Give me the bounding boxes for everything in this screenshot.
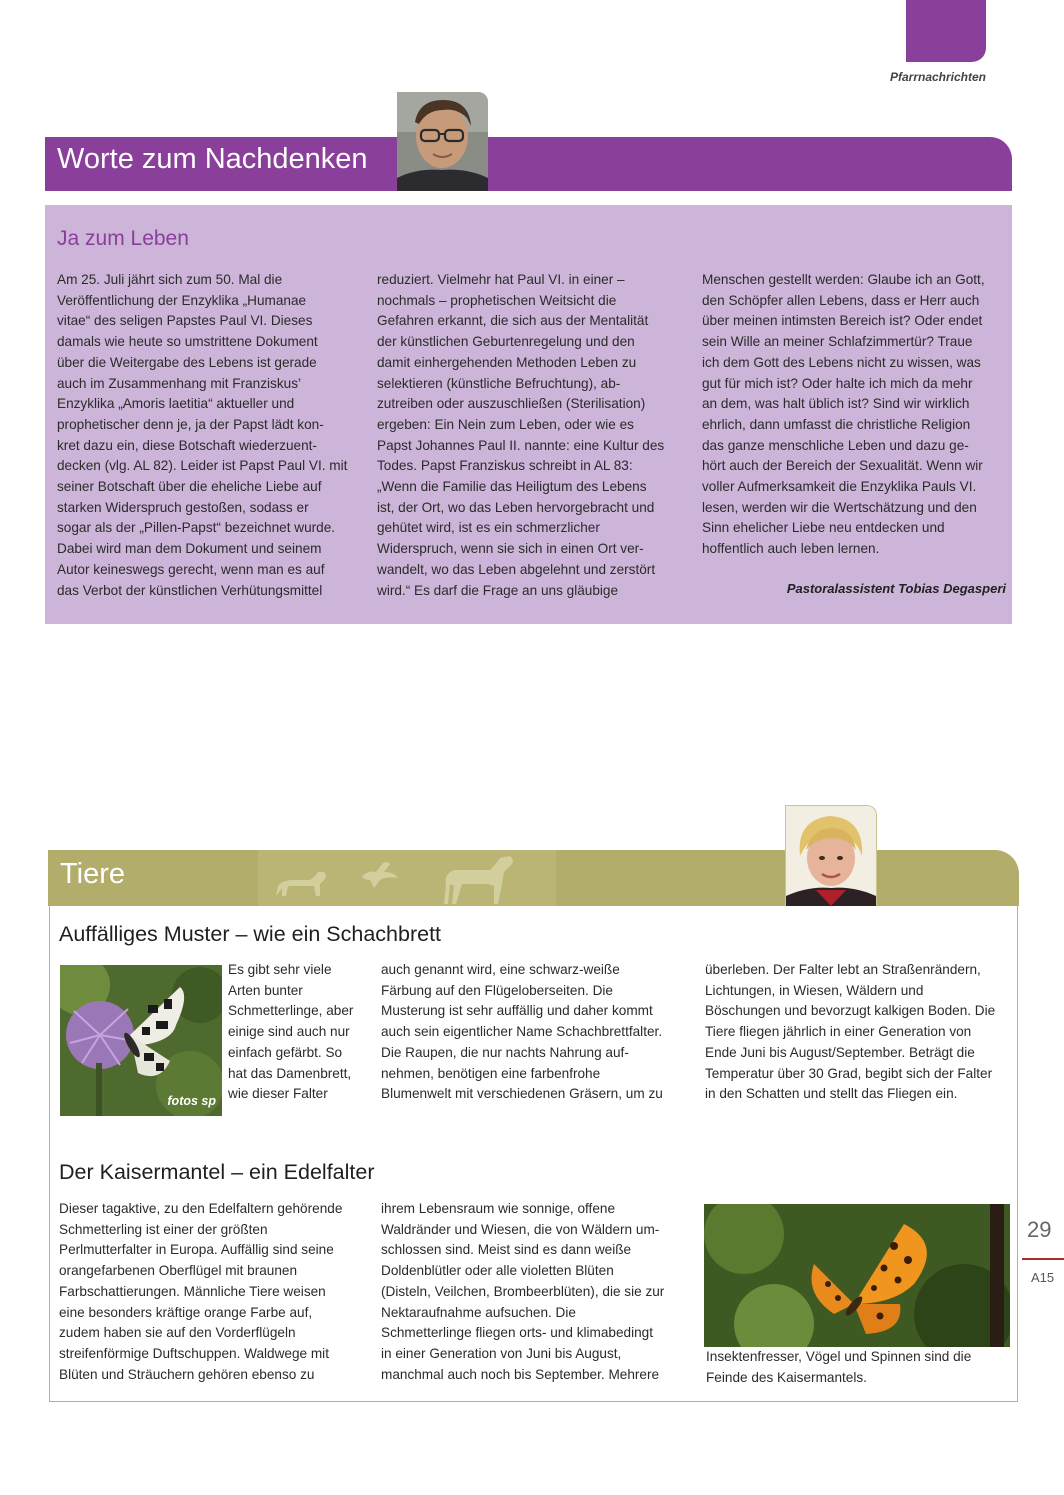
worte-subtitle: Ja zum Leben [57, 227, 189, 250]
text-line: auch im Zusammenhang mit Franziskus’ [57, 375, 302, 391]
text-line: über die Weitergabe des Lebens ist gerade [57, 354, 317, 370]
issue-code: A15 [1031, 1270, 1055, 1285]
text-line: Todes. Papst Franziskus schreibt in AL 83: [377, 458, 633, 474]
text-line: Lichtungen, in Wiesen, Wäldern und [705, 982, 924, 998]
text-line: Papst Johannes Paul II. nannte: eine Kultur des [377, 437, 665, 453]
text-line: Perlmutterfalter in Europa. Auffällig sind seine [59, 1242, 334, 1258]
photo-credit: fotos sp [167, 1094, 216, 1108]
text-line: Schmetterling ist einer der größten [59, 1221, 268, 1237]
text-line: Doldenblütler oder alle violetten Blüten [381, 1263, 614, 1279]
text-line: ihrem Lebensraum wie sonnige, offene [381, 1201, 616, 1216]
text-line: orangefarbenen Oberflügel mit braunen [59, 1263, 298, 1279]
text-line: in einer Generation von Juni bis August, [381, 1345, 622, 1361]
text-line: lesen, werden wir die Wertschätzung und den [702, 499, 977, 515]
text-line: gut für mich ist? Oder halte ich mich da mehr [702, 375, 973, 391]
text-line: auch genannt wird, eine schwarz-weiße [381, 962, 620, 977]
bird-silhouette-icon [362, 862, 398, 888]
text-line: selektieren (künstliche Befruchtung), ab- [377, 375, 621, 391]
text-line: Widerspruch, wenn sie sich in einen Ort ver- [377, 541, 644, 557]
text-line: sein Wille an meiner Schlafzimmertür? Traue [702, 334, 973, 350]
text-line: zutreiben oder auszuschließen (Sterilisation) [377, 396, 646, 412]
text-line: Waldränder und Wiesen, die von Wäldern um- [381, 1221, 660, 1237]
article1-column-2 [381, 960, 691, 1105]
text-line: Färbung auf den Flügeloberseiten. Die [381, 982, 613, 998]
text-line: nehmen, benötigen eine farbenfrohe [381, 1065, 601, 1081]
text-line: reduziert. Vielmehr hat Paul VI. in einer – [377, 272, 625, 287]
text-line: wird.“ Es darf die Frage an uns gläubige [377, 582, 619, 598]
text-line: überleben. Der Falter lebt an Straßenrändern, [705, 962, 981, 977]
text-line: Ende Juni bis August/September. Beträgt die [705, 1044, 975, 1060]
text-line: voller Aufmerksamkeit die Enzyklika Pauls VI. [702, 479, 977, 495]
text-line: vitae“ des seligen Papstes Paul VI. Dieses [57, 313, 313, 329]
text-line: manchmal auch noch bis September. Mehrere [381, 1366, 660, 1382]
text-line: hört auch der Bereich der Sexualität. Wenn wir [702, 458, 983, 474]
text-line: Veröffentlichung der Enzyklika „Humanae [57, 292, 307, 308]
text-line: damit einhergehenden Methoden Leben zu [377, 354, 637, 370]
text-line: decken (vlg. AL 82). Leider ist Papst Paul VI. mit [57, 458, 348, 474]
text-line: über meinen intimsten Bereich ist? Oder endet [702, 313, 983, 329]
photo-caption [706, 1347, 1006, 1388]
text-line: Menschen gestellt werden: Glaube ich an Gott, [702, 272, 985, 287]
text-line: einige sind auch nur [228, 1024, 350, 1040]
text-line: wie dieser Falter [228, 1086, 328, 1102]
text-line: ergeben: Ein Nein zum Leben, oder wie es [377, 416, 634, 432]
text-line: eine besonders kräftige orange Farbe auf, [59, 1304, 313, 1320]
text-line: „Wenn die Familie das Heiligtum des Lebens [377, 479, 647, 495]
author-signature: Pastoralassistent Tobias Degasperi [786, 581, 1006, 596]
worte-column-2 [377, 270, 687, 601]
text-line: nochmals – prophetischen Weitsicht die [377, 292, 617, 308]
text-line: zudem haben sie auf den Vorderflügeln [59, 1325, 296, 1341]
text-line: Blumenwelt mit verschiedenen Gräsern, um zu [381, 1086, 663, 1102]
article2-column-2 [381, 1199, 691, 1385]
article-heading: Auffälliges Muster – wie ein Schachbrett [59, 922, 442, 946]
text-line: starken Widerspruch gestoßen, sodass er [57, 499, 309, 515]
text-line: Autor keineswegs gerecht, wenn man es auf [57, 561, 325, 577]
text-line: Insektenfresser, Vögel und Spinnen sind die [706, 1349, 972, 1364]
text-line: seiner Botschaft über die eheliche Liebe auf [57, 479, 322, 495]
text-line: (Disteln, Veilchen, Brombeerblüten), die sie zur [381, 1283, 665, 1299]
worte-title: Worte zum Nachdenken [57, 143, 368, 175]
dog-silhouette-icon [276, 872, 326, 896]
text-line: Schmetterlinge fliegen orts- und klimabedingt [381, 1325, 654, 1341]
text-line: Dieser tagaktive, zu den Edelfaltern gehörende [59, 1201, 343, 1216]
text-line: Tiere fliegen jährlich in einer Generation von [705, 1024, 972, 1040]
article-heading: Der Kaisermantel – ein Edelfalter [59, 1160, 375, 1184]
text-line: das Verbot der künstlichen Verhütungsmittel [57, 582, 323, 598]
section-tab [906, 0, 986, 62]
article1-column-3 [705, 960, 1015, 1105]
tiere-title: Tiere [60, 858, 125, 890]
author-portrait-photo [785, 805, 877, 906]
author-portrait-photo [397, 92, 488, 191]
animal-silhouettes-band [258, 850, 556, 906]
butterfly-photo [704, 1204, 1010, 1347]
page-number-rule [1022, 1258, 1064, 1260]
text-line: Blüten und Sträuchern gehören ebenso zu [59, 1366, 315, 1382]
text-line: Sinn ehelicher Liebe neu entdecken und [702, 520, 945, 536]
text-line: den Schöpfer allen Lebens, dass er Herr auch [702, 292, 980, 308]
text-line: Böschungen und bevorzugt kalkigen Boden. Die [705, 1003, 996, 1019]
text-line: streifenförmige Duftschuppen. Waldwege mit [59, 1345, 329, 1361]
text-line: Enzyklika „Amoris laetitia“ aktueller und [57, 396, 295, 412]
text-line: Gefahren erkannt, die sich aus der Mentalität [377, 313, 649, 329]
text-line: an dem, was halt üblich ist? Sind wir wirklich [702, 396, 970, 412]
text-line: Schmetterlinge, aber [228, 1003, 354, 1019]
text-line: gehütet wird, ist es ein schmerzlicher [377, 520, 600, 536]
text-line: damals wie heute so umstrittene Dokument [57, 334, 318, 350]
text-line: ist, der Ort, wo das Leben hervorgebracht und [377, 499, 655, 515]
text-line: hat das Damenbrett, [228, 1065, 352, 1081]
text-line: schlossen sind. Meist sind es dann weiße [381, 1242, 632, 1258]
text-line: Es gibt sehr viele [228, 962, 332, 977]
text-line: einfach gefärbt. So [228, 1044, 343, 1060]
text-line: Arten bunter [228, 982, 303, 998]
page-number: 29 [1027, 1217, 1052, 1242]
text-line: Feinde des Kaisermantels. [706, 1369, 867, 1385]
text-line: kret dazu ein, diese Botschaft wiederzuent- [57, 437, 317, 453]
worte-column-3 [702, 270, 1012, 560]
text-line: Dabei wird man dem Dokument und seinem [57, 541, 322, 557]
text-line: Farbschattierungen. Männliche Tiere weisen [59, 1283, 326, 1299]
text-line: Musterung ist sehr auffällig und daher kommt [381, 1003, 653, 1019]
text-line: das ganze menschliche Leben und dazu ge- [702, 437, 969, 453]
text-line: ich dem Gott des Lebens nicht zu wissen, was [702, 354, 981, 370]
text-line: Nektaraufnahme aufsuchen. Die [381, 1304, 576, 1320]
article2-column-1 [59, 1199, 369, 1385]
text-line: prophetischer denn je, ja der Papst lädt kon- [57, 416, 324, 432]
text-line: hoffentlich auch leben lernen. [702, 541, 880, 557]
horse-silhouette-icon [444, 856, 513, 904]
text-line: Die Raupen, die nur nachts Nahrung auf- [381, 1044, 629, 1060]
text-line: in den Schatten und stellt das Fliegen ein. [705, 1086, 958, 1102]
worte-column-1 [57, 270, 362, 601]
section-label: Pfarrnachrichten [889, 70, 986, 84]
text-line: ehrlich, dann umfasst die christliche Religion [702, 416, 971, 432]
article1-column-1 [228, 960, 376, 1105]
text-line: wandelt, wo das Leben abgelehnt und zerstört [377, 561, 656, 577]
text-line: Am 25. Juli jährt sich zum 50. Mal die [57, 272, 283, 287]
text-line: sogar als der „Pillen-Papst“ bezeichnet wurde. [57, 520, 336, 536]
text-line: auch sein eigentlicher Name Schachbrettfalter. [381, 1024, 663, 1040]
text-line: Temperatur über 30 Grad, begibt sich der Falter [705, 1065, 993, 1081]
text-line: der künstlichen Geburtenregelung und den [377, 334, 635, 350]
